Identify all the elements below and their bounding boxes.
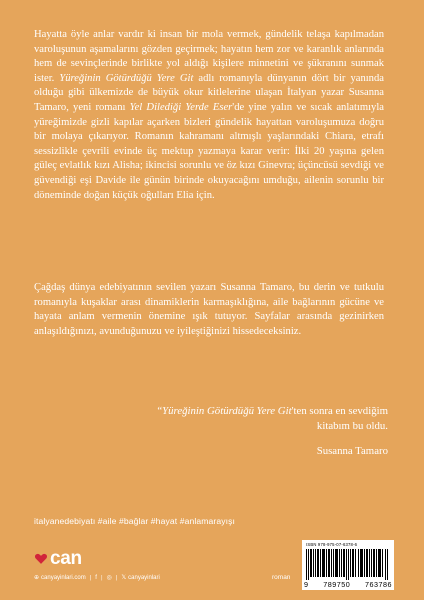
- new-book-title: Yel Dilediği Yerde Eser: [129, 101, 233, 113]
- book-title-reference: Yüreğinin Götürdüğü Yere Git: [59, 72, 194, 84]
- website-icon: ⊕: [34, 575, 40, 581]
- genre-label: roman: [272, 574, 291, 581]
- quote-open-mark: “: [157, 405, 163, 417]
- website-link[interactable]: canyayinlari.com: [41, 574, 86, 581]
- footer-separator: |: [100, 574, 103, 581]
- barcode-digit-group: 9: [304, 580, 309, 589]
- intro-continued-text-2: 'de yine yalın ve sıcak anlatımıyla yüreğimizde gizli kapılar açarken bizleri gündelik hayattan varoluşumuza doğru bir molaya çıkarıyor. Romanın kahramanı altmışlı yaşlarındaki Chiara, etrafı sessizlikle çevrili evinde üç mektup yazmaya karar verir: İlki 20 yaşına gelen güleç evlatlık kızı Alisha; ikincisi sorunlu ve öz kızı Ginevra; üçüncüsü sevdiği ve güvendiği eşi Davide ile günün birinde okuyacağını umduğu, ailenin sorunlu bir döneminde doğan küçük oğulları Elia için.: [34, 101, 384, 201]
- synopsis-paragraph: [34, 28, 384, 203]
- instagram-icon[interactable]: ◎: [106, 575, 112, 581]
- social-handle: canyayinlari: [128, 574, 160, 581]
- publisher-footer: [34, 574, 160, 581]
- intro-text: Hayatta öyle anlar vardır ki insan bir mola vermek, gündelik telaşa kapılmadan varoluşunun aşamalarını gözden geçirmek; hayatın hem zor ve karanlık anlarında hem de sevinçlerinde birlikte yol aldığı kişilere minnetini ve şükranını sunmak ister.: [34, 29, 384, 84]
- x-icon[interactable]: 𝕏: [121, 575, 127, 581]
- intro-continued-text: adlı romanıyla dünyanın dört bir yanında olduğu gibi ülkemizde de büyük okur kitlelerine ulaşan İtalyan yazar Susanna Tamaro, yeni romanı: [34, 72, 384, 113]
- publisher-logo-text: can: [50, 548, 82, 569]
- barcode-digit-group: 789750: [323, 580, 351, 589]
- footer-separator: |: [115, 574, 118, 581]
- quote-book-title: Yüreğinin Götürdüğü Yere Git: [162, 405, 292, 417]
- hashtags: italyanedebiyatı #aile #bağlar #hayat #anlamarayışı: [34, 516, 235, 526]
- isbn-barcode: [302, 540, 394, 590]
- isbn-label: ISBN 978-975-07-6378-6: [306, 542, 358, 547]
- barcode-number: [304, 580, 392, 589]
- facebook-icon[interactable]: f: [95, 574, 97, 581]
- publisher-logo: [34, 548, 82, 570]
- footer-separator: |: [89, 574, 92, 581]
- second-paragraph-text: Çağdaş dünya edebiyatının sevilen yazarı Susanna Tamaro, bu derin ve tutkulu romanıyla kuşaklar arası dinamiklerin karmaşıklığına, aile bağlarının gücüne ve hayata anlam vermenin önemine ışık tutuyor. Sayfalar arasında gezinirken anlaşıldığınızı, avunduğunuzu ve iyileştiğinizi hissedeceksiniz.: [34, 282, 384, 337]
- author-paragraph: [34, 281, 384, 339]
- quote-text: 'ten sonra en sevdiğim kitabım bu oldu.: [291, 405, 388, 432]
- barcode-digit-group: 763786: [365, 580, 392, 589]
- heart-icon: [34, 552, 48, 566]
- quote-author: Susanna Tamaro: [316, 445, 388, 457]
- blurb-quote: [128, 404, 388, 459]
- barcode-icon: [306, 549, 390, 580]
